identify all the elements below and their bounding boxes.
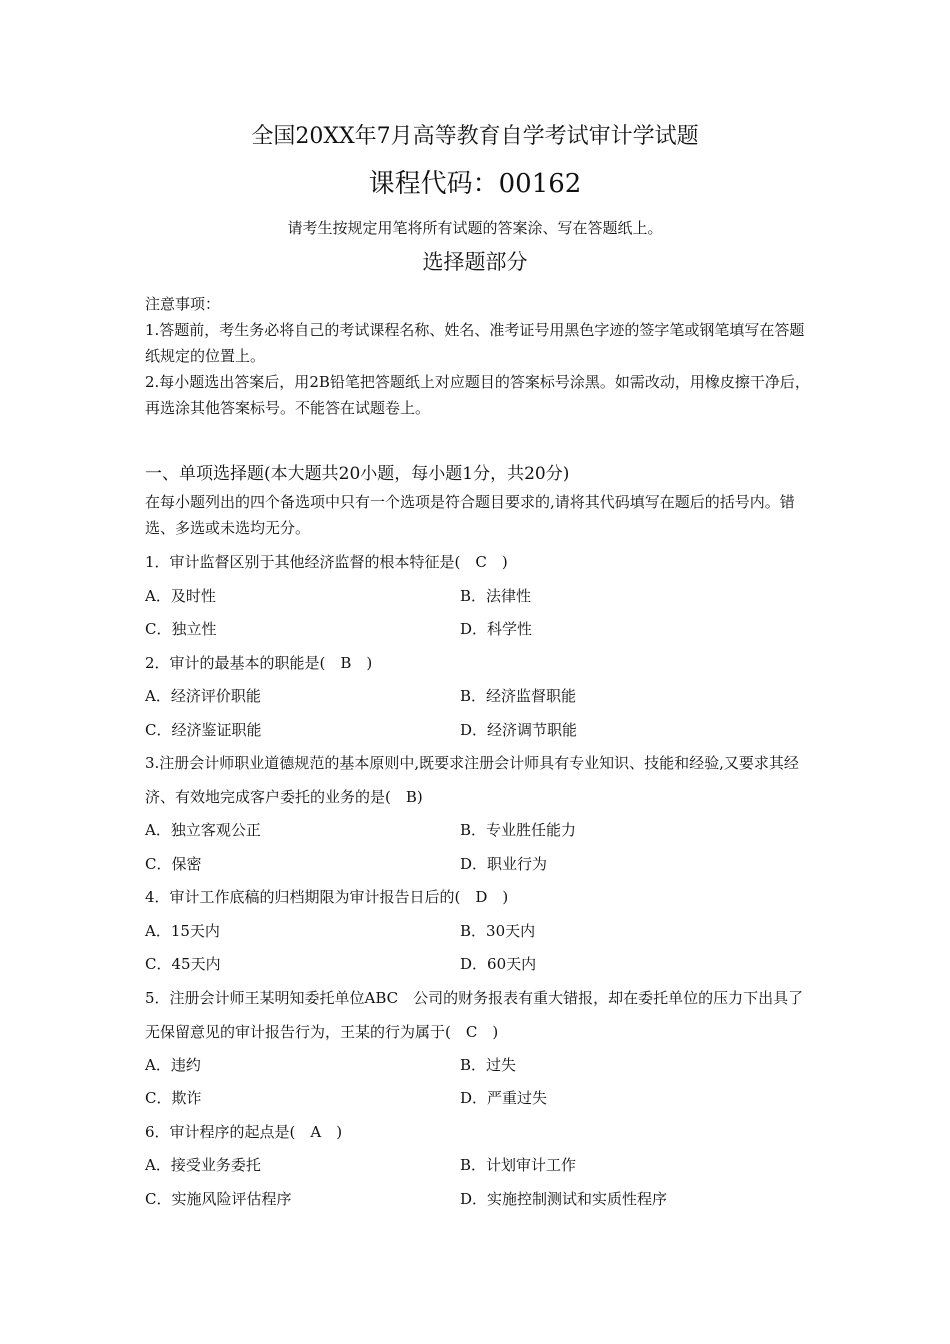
option-d: D．职业行为 <box>460 855 548 873</box>
option-d: D．60天内 <box>460 955 537 973</box>
option-b: B．30天内 <box>460 922 536 940</box>
option-c: C．欺诈 <box>145 1089 202 1107</box>
option-d: D．严重过失 <box>460 1089 548 1107</box>
course-code: 课程代码：00162 <box>368 169 582 199</box>
option-a: A．违约 <box>145 1056 201 1074</box>
option-c: C．实施风险评估程序 <box>145 1190 292 1208</box>
option-a: A．及时性 <box>145 587 216 605</box>
part-description: 在每小题列出的四个备选项中只有一个选项是符合题目要求的,请将其代码填写在题后的括号内。错选、多选或未选均无分。 <box>145 493 795 537</box>
notice-item: 1.答题前，考生务必将自己的考试课程名称、姓名、准考证号用黑色字迹的签字笔或钢笔填写在答题纸规定的位置上。 <box>145 321 805 365</box>
option-c: C．独立性 <box>145 620 217 638</box>
option-c: C．保密 <box>145 855 202 873</box>
answer-instruction: 请考生按规定用笔将所有试题的答案涂、写在答题纸上。 <box>287 219 663 237</box>
part-heading: 一、单项选择题(本大题共20小题，每小题1分，共20分) <box>145 464 570 484</box>
question-stem: 1．审计监督区别于其他经济监督的根本特征是( C ) <box>145 553 508 571</box>
option-b: B．经济监督职能 <box>460 687 577 705</box>
option-b: B．法律性 <box>460 587 532 605</box>
option-b: B．专业胜任能力 <box>460 821 577 839</box>
exam-title: 全国20XX年7月高等教育自学考试审计学试题 <box>251 124 699 149</box>
section-title: 选择题部分 <box>422 250 528 274</box>
option-a: A．接受业务委托 <box>145 1156 261 1174</box>
question-stem: 5．注册会计师王某明知委托单位ABC 公司的财务报表有重大错报，却在委托单位的压力下出具了无保留意见的审计报告行为，王某的行为属于( C ) <box>145 989 804 1041</box>
question-stem: 6．审计程序的起点是( A ) <box>145 1123 343 1141</box>
option-b: B．过失 <box>460 1056 517 1074</box>
question-stem: 2．审计的最基本的职能是( B ) <box>145 654 373 672</box>
option-d: D．经济调节职能 <box>460 721 578 739</box>
notice-item: 2.每小题选出答案后，用2B铅笔把答题纸上对应题目的答案标号涂黑。如需改动，用橡皮擦干净后，再选涂其他答案标号。不能答在试题卷上。 <box>145 373 810 417</box>
question-stem: 3.注册会计师职业道德规范的基本原则中,既要求注册会计师具有专业知识、技能和经验,又要求其经济、有效地完成客户委托的业务的是( B) <box>145 754 799 806</box>
option-a: A．独立客观公正 <box>145 821 261 839</box>
option-d: D．科学性 <box>460 620 533 638</box>
question-stem: 4．审计工作底稿的归档期限为审计报告日后的( D ) <box>145 888 509 906</box>
option-c: C．经济鉴证职能 <box>145 721 262 739</box>
option-c: C．45天内 <box>145 955 221 973</box>
notice-heading: 注意事项： <box>145 295 221 313</box>
option-d: D．实施控制测试和实质性程序 <box>460 1190 668 1208</box>
option-a: A．15天内 <box>145 922 220 940</box>
option-b: B．计划审计工作 <box>460 1156 577 1174</box>
option-a: A．经济评价职能 <box>145 687 261 705</box>
